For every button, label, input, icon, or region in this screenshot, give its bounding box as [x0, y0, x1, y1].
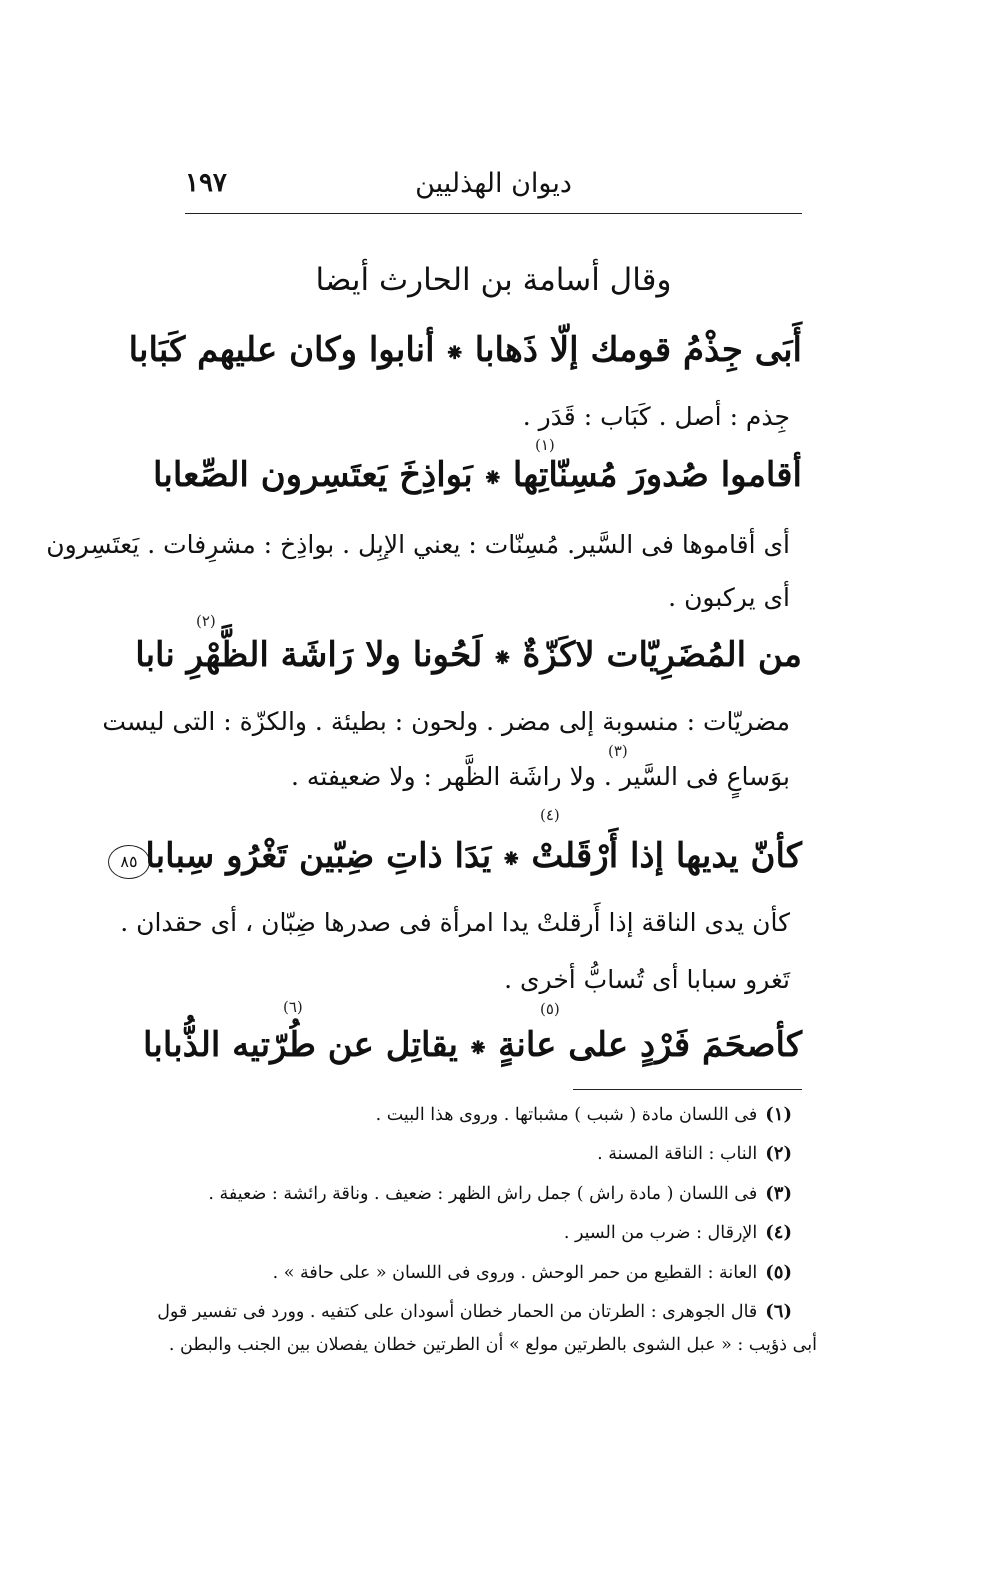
page-header: [185, 168, 802, 208]
footnote-marker-6: (٦): [283, 998, 303, 1016]
footnote-2: [185, 1143, 792, 1164]
verse-5-second-hemistich: يقاتِل عن طُرّتيه الذُّبابا: [143, 1025, 459, 1065]
gloss-3-line-2: بوَساعٍ فى السَّير . ولا راشَة الظَّهر : ولا ضعيفته .: [291, 762, 790, 791]
verse-5: [143, 1025, 802, 1065]
verse-separator: ⁕: [492, 643, 513, 672]
page-number: ١٩٧: [185, 168, 227, 198]
footnote-text: فى اللسان ( مادة راش ) جمل راش الظهر : ضعيف . وناقة رائشة : ضعيفة .: [208, 1184, 758, 1204]
verse-4: [145, 836, 802, 876]
footnote-text: قال الجوهرى : الطرتان من الحمار خطان أسودان على كتفيه . وورد فى تفسير قول: [157, 1302, 758, 1322]
gloss-4-line-2: تَغرو سبابا أى تُسابُّ أخرى .: [504, 965, 790, 994]
footnote-3: [185, 1183, 792, 1204]
verse-3-second-hemistich: لَحُونا ولا رَاشَة الظَّهْرِ نابا: [135, 635, 483, 675]
verse-separator: ⁕: [444, 338, 465, 367]
verse-3: [135, 635, 802, 675]
gloss-1: جِذم : أصل . كَبَاب : قَدَر .: [522, 402, 790, 431]
verse-4-second-hemistich: يَدَا ذاتِ ضِبّين تَغْرُو سِبابا: [145, 836, 492, 876]
footnote-text: الناب : الناقة المسنة .: [597, 1144, 758, 1164]
footnote-number: (٦): [765, 1301, 792, 1322]
footnote-5: [185, 1262, 792, 1283]
verse-separator: ⁕: [482, 463, 503, 492]
gloss-3-line-1: مضريّات : منسوبة إلى مضر . ولحون : بطيئة . والكزّة : التى ليست: [102, 707, 790, 736]
verse-separator: ⁕: [501, 844, 522, 873]
footnote-6: [157, 1301, 792, 1322]
footnote-marker-2: (٢): [196, 612, 216, 630]
footnote-number: (٣): [765, 1183, 792, 1204]
verse-5-first-hemistich: كأصحَمَ فَرْدٍ على عانةٍ: [498, 1025, 802, 1065]
footnote-number: (٤): [765, 1222, 792, 1243]
verse-1-first-hemistich: أَبَى جِذْمُ قومك إلّا ذَهابا: [474, 330, 802, 370]
verse-1-second-hemistich: أنابوا وكان عليهم كَبَابا: [128, 330, 435, 370]
footnote-number: (٥): [765, 1262, 792, 1283]
verse-2-first-hemistich: أقاموا صُدورَ مُسِنّاتِها: [512, 455, 802, 495]
poem-heading: وقال أسامة بن الحارث أيضا: [315, 262, 672, 298]
footnote-4: [185, 1222, 792, 1243]
verse-separator: ⁕: [468, 1033, 489, 1062]
footnote-text: فى اللسان مادة ( شبب ) مشباتها . وروى هذا البيت .: [375, 1105, 758, 1125]
footnote-number: (١): [765, 1104, 792, 1125]
footnote-text: العانة : القطيع من حمر الوحش . وروى فى اللسان « على حافة » .: [272, 1263, 758, 1283]
verse-4-first-hemistich: كأنّ يديها إذا أَرْقَلتْ: [531, 836, 802, 876]
gloss-2-line-2: أى يركبون .: [668, 583, 790, 612]
verse-1: [128, 330, 802, 370]
running-title: ديوان الهذليين: [415, 168, 572, 199]
header-rule: [185, 213, 802, 214]
verse-2: [153, 455, 802, 495]
margin-number-badge: ٨٥: [108, 845, 150, 879]
footnote-rule: [573, 1089, 802, 1090]
footnote-marker-1: (١): [535, 436, 555, 454]
gloss-2-line-1: أى أقاموها فى السَّير. مُسِنّات : يعني الإبِل . بواذِخ : مشرِفات . يَعتَسِرون: [46, 530, 790, 559]
footnote-marker-4: (٤): [540, 806, 560, 824]
verse-3-first-hemistich: من المُضَرِيّات لاكَزّةٌ: [522, 635, 802, 675]
footnote-number: (٢): [765, 1143, 792, 1164]
footnote-6-continuation: أبى ذؤيب : « عبل الشوى بالطرتين مولع » أن الطرتين خطان يفصلان بين الجنب والبطن .: [168, 1335, 817, 1355]
verse-2-second-hemistich: بَواذِخَ يَعتَسِرون الصِّعابا: [153, 455, 473, 495]
footnote-marker-5: (٥): [540, 1000, 560, 1018]
gloss-4-line-1: كأن يدى الناقة إذا أَرقلتْ يدا امرأة فى صدرها ضِبّان ، أى حقدان .: [120, 908, 790, 937]
footnote-1: [185, 1104, 792, 1125]
footnote-text: الإرقال : ضرب من السير .: [563, 1223, 758, 1243]
footnote-marker-3: (٣): [608, 742, 628, 760]
